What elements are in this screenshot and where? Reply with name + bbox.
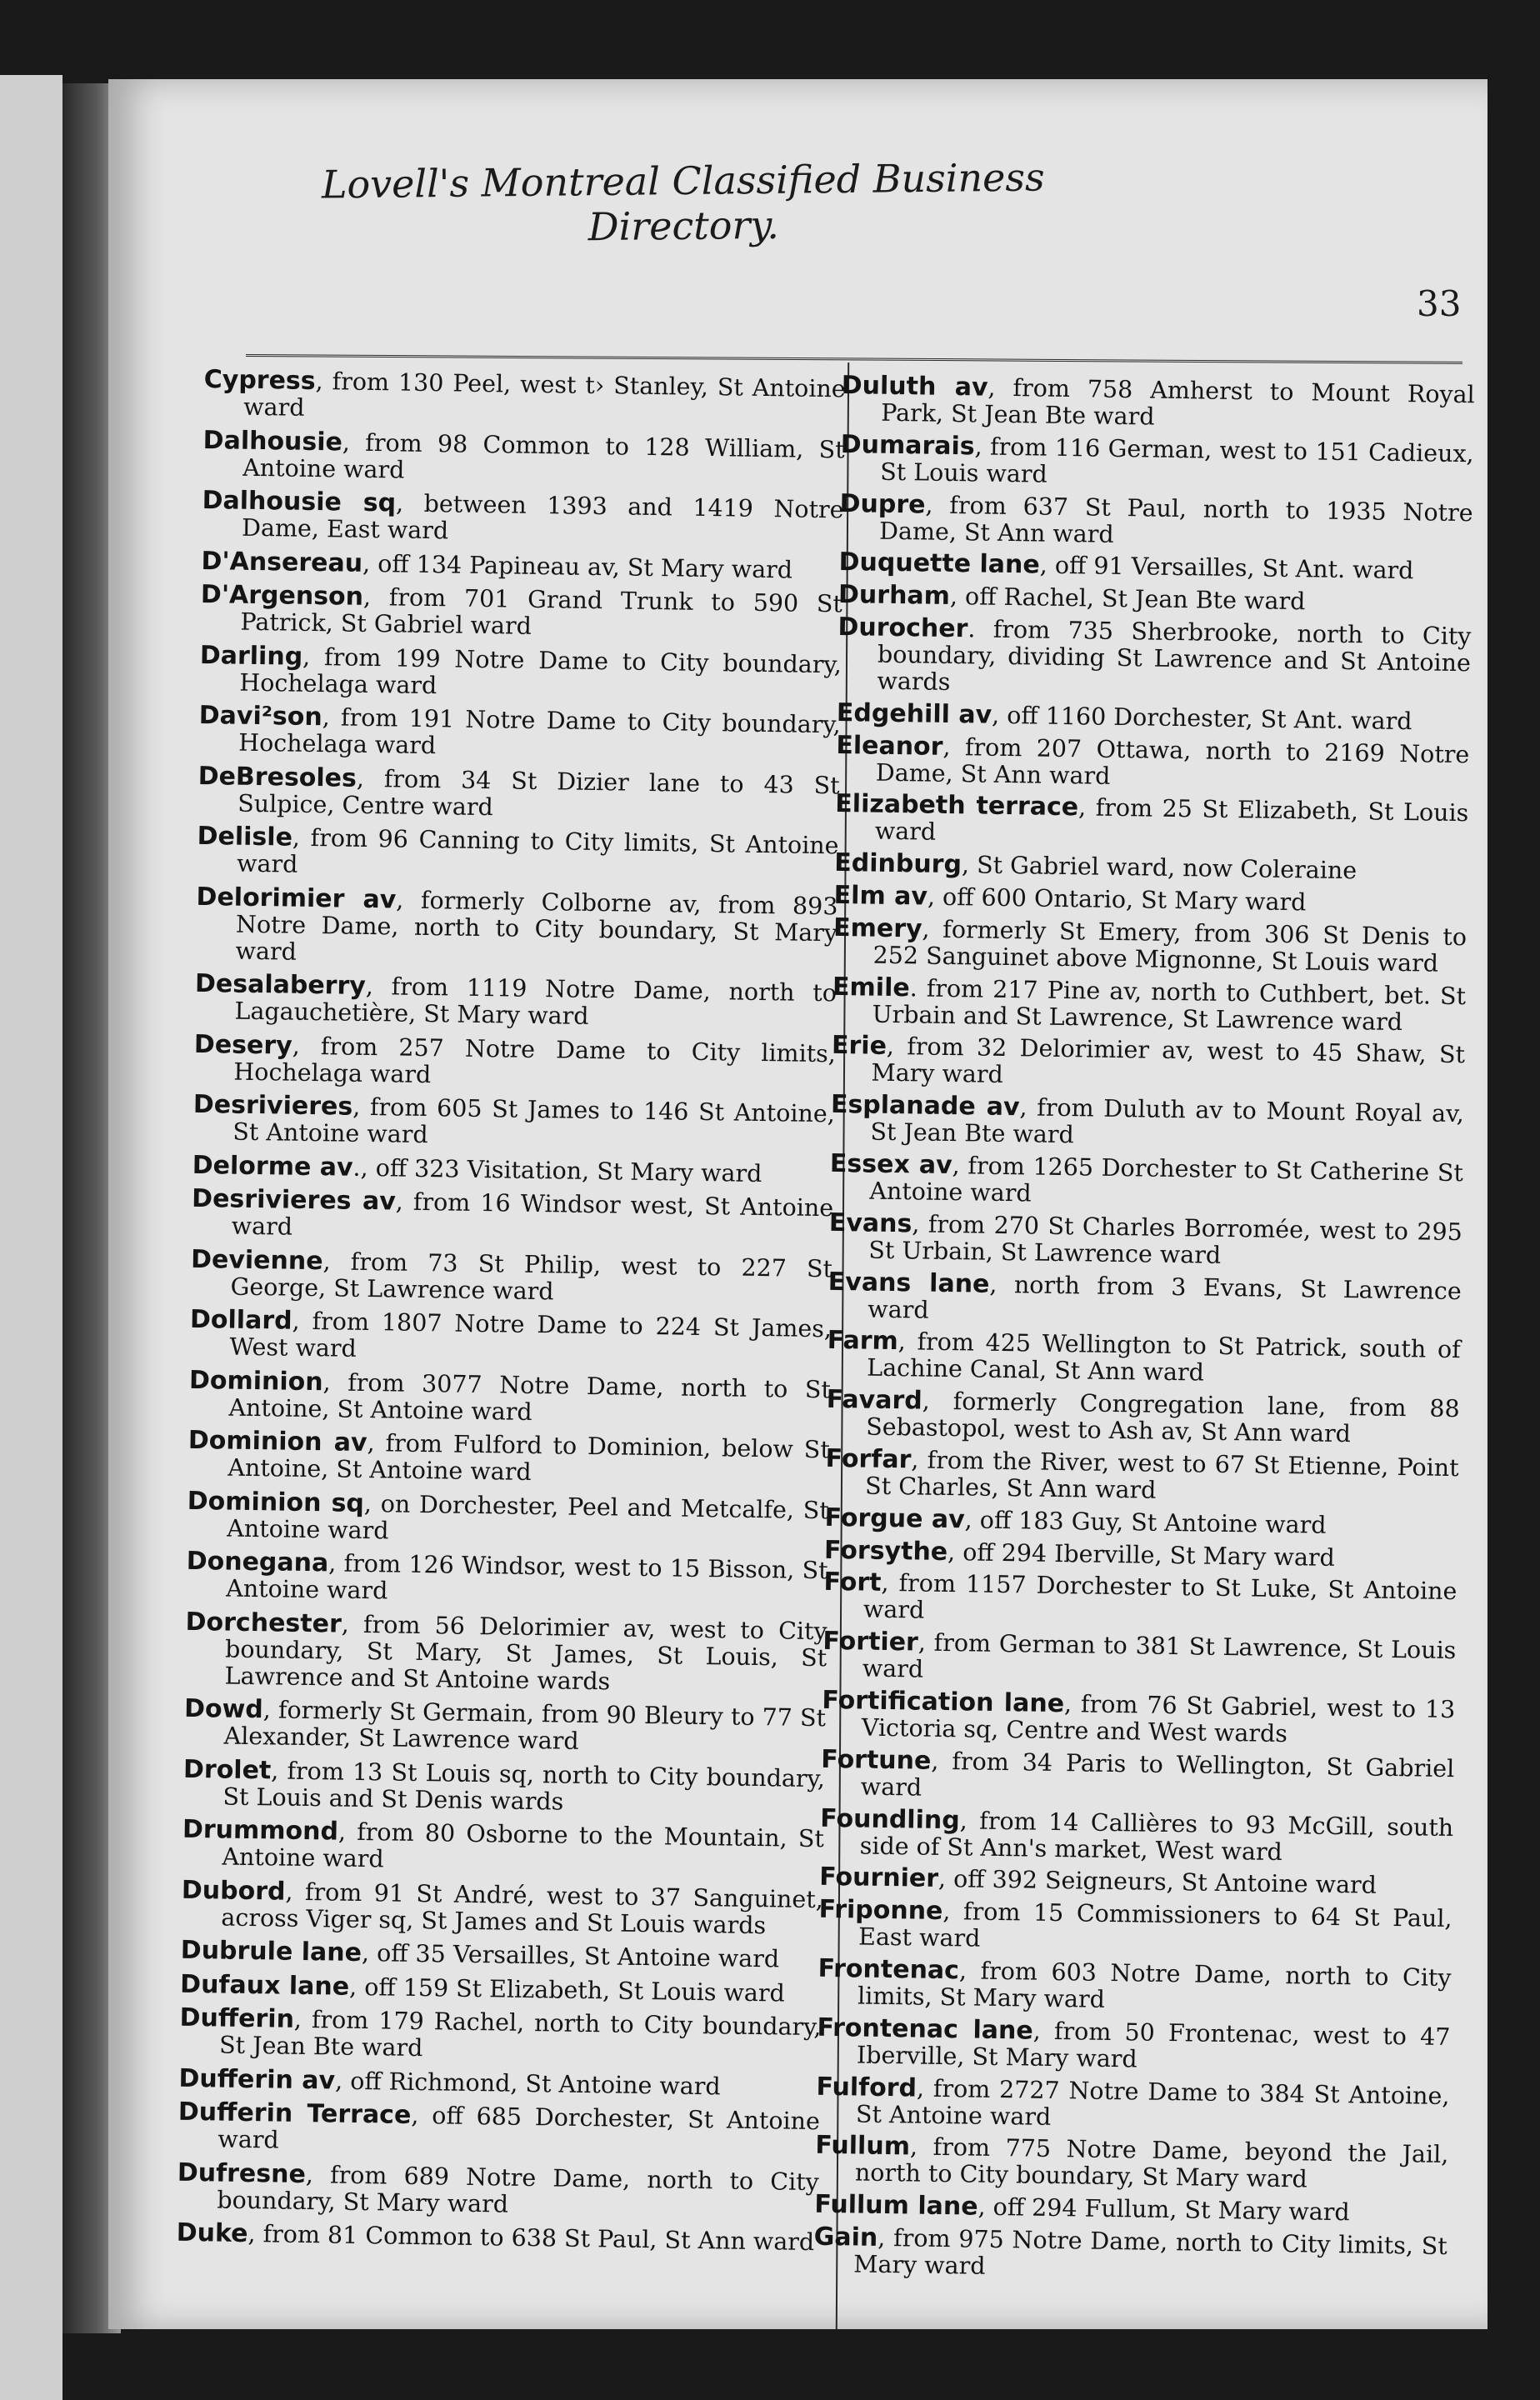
page-header-title: Lovell's Montreal Classified Business Directory. xyxy=(321,154,1045,250)
directory-entry xyxy=(183,1693,827,1758)
street-name: Durocher xyxy=(838,612,968,644)
directory-entry xyxy=(824,1537,1458,1572)
directory-entry xyxy=(838,582,1472,618)
street-description: , from 130 Peel, west t› Stanley, St Antoine ward xyxy=(243,367,846,422)
street-description: , from 207 Ottawa, north to 2169 Notre Dame, St Ann ward xyxy=(875,732,1470,790)
street-name: Dupre xyxy=(839,488,926,520)
directory-entry xyxy=(818,1894,1452,1959)
street-name: Forgue av xyxy=(824,1502,965,1535)
street-name: Dubrule lane xyxy=(180,1935,362,1968)
directory-entry xyxy=(817,2014,1451,2077)
street-description: , from 191 Notre Dame to City boundary, Hochelaga ward xyxy=(238,703,841,760)
directory-entry xyxy=(822,1628,1457,1691)
street-description: , from 199 Notre Dame to City boundary, Hochelaga ward xyxy=(239,642,842,699)
street-description: , formerly St Germain, from 90 Bleury to 77 St Alexander, St Lawrence ward xyxy=(223,1696,827,1755)
street-description: , from 80 Osborne to the Mountain, St Antoine ward xyxy=(222,1818,825,1873)
street-description: , from 975 Notre Dame, north to City limits, St Mary ward xyxy=(853,2223,1448,2280)
directory-entry xyxy=(201,548,842,583)
directory-entry xyxy=(203,367,846,429)
street-name: Duke xyxy=(176,2218,248,2249)
street-name: Edgehill av xyxy=(836,698,992,730)
street-name: Drolet xyxy=(182,1754,272,1785)
directory-entry xyxy=(191,1183,834,1248)
street-description: , formerly St Emery, from 306 St Denis to 252 Sanguinet above Mignonne, St Louis ward xyxy=(872,915,1468,978)
street-name: Fortier xyxy=(822,1626,919,1658)
street-name: DeBresoles xyxy=(198,761,358,793)
street-description: , from 2727 Notre Dame to 384 St Antoine, St Antoine ward xyxy=(855,2074,1450,2131)
street-description: , from 50 Frontenac, west to 47 Iberville, St Mary ward xyxy=(856,2017,1451,2073)
directory-entry xyxy=(824,1502,1458,1541)
directory-entry xyxy=(202,485,844,550)
street-description: , off 183 Guy, St Antoine ward xyxy=(964,1506,1327,1539)
street-description: , off 134 Papineau av, St Mary ward xyxy=(362,549,793,583)
street-description: . from 735 Sherbrooke, north to City boundary, dividing St Lawrence and St Antoine wards xyxy=(877,615,1472,696)
directory-entry xyxy=(177,2159,819,2222)
street-description: , from 701 Grand Trunk to 590 St Patrick, St Gabriel ward xyxy=(240,582,843,640)
directory-entry xyxy=(194,968,838,1033)
street-name: Dumarais xyxy=(840,429,975,462)
directory-entry xyxy=(823,1569,1458,1632)
directory-entry xyxy=(188,1425,831,1490)
street-description: , from 32 Delorimier av, west to 45 Shaw, St Mary ward xyxy=(871,1032,1466,1089)
street-name: Devienne xyxy=(190,1244,323,1276)
directory-entry xyxy=(825,1443,1459,1508)
street-description: , from 179 Rachel, north to City boundary, St Jean Bte ward xyxy=(218,2005,822,2062)
street-description: , from 689 Notre Dame, north to City boundary, St Mary ward xyxy=(217,2160,820,2218)
directory-entry xyxy=(189,1304,832,1369)
street-description: , from 775 Notre Dame, beyond the Jail, north to City boundary, St Mary ward xyxy=(854,2132,1449,2193)
left-column xyxy=(176,367,846,2263)
street-name: Forfar xyxy=(825,1443,912,1475)
directory-entry xyxy=(831,1032,1465,1095)
directory-entry xyxy=(198,762,840,825)
directory-entry xyxy=(832,973,1466,1036)
street-name: Dalhousie sq xyxy=(202,485,397,518)
street-description: , from 91 St André, west to 37 Sanguinet, across Viger sq, St James and St Louis wards xyxy=(221,1878,824,1939)
street-name: Cypress xyxy=(203,365,316,396)
street-name: Dufferin av xyxy=(178,2063,336,2096)
street-description: , from German to 381 St Lawrence, St Louis ward xyxy=(862,1628,1457,1683)
directory-entry xyxy=(177,2220,818,2256)
street-name: Desrivieres xyxy=(192,1089,353,1122)
street-description: , off 1160 Dorchester, St Ant. ward xyxy=(991,701,1412,735)
street-description: , St Gabriel ward, now Coleraine xyxy=(961,851,1358,885)
street-name: Elizabeth terrace xyxy=(835,789,1079,822)
directory-entry xyxy=(821,1744,1455,1809)
street-name: Gain xyxy=(813,2222,878,2252)
street-description: , from 96 Canning to City limits, St Antoine ward xyxy=(236,823,839,878)
street-description: , from 16 Windsor west, St Antoine ward xyxy=(231,1188,834,1241)
directory-entry xyxy=(822,1685,1456,1750)
street-name: Fulford xyxy=(816,2072,918,2103)
street-name: Desrivieres av xyxy=(191,1183,397,1217)
directory-entry xyxy=(819,1864,1452,1900)
street-description: , formerly Colborne av, from 893 Notre Dame, north to City boundary, St Mary ward xyxy=(235,885,838,966)
street-name: Favard xyxy=(826,1385,923,1416)
directory-entry xyxy=(828,1268,1462,1331)
directory-entry xyxy=(186,1548,828,1611)
street-description: , from 1157 Dorchester to St Luke, St Antoine ward xyxy=(862,1569,1458,1624)
directory-entry xyxy=(840,429,1474,494)
directory-entry xyxy=(179,2002,822,2068)
directory-entry xyxy=(200,579,843,644)
page-number: 33 xyxy=(1417,283,1462,324)
street-name: Delorme av xyxy=(192,1150,353,1182)
directory-entry xyxy=(837,700,1470,736)
street-name: Duluth av xyxy=(841,371,988,402)
street-description: , off 159 St Elizabeth, St Louis ward xyxy=(348,1972,786,2008)
street-name: Foundling xyxy=(820,1803,960,1835)
directory-entry xyxy=(818,1953,1452,2018)
directory-entry xyxy=(815,2132,1449,2195)
street-description: , off 294 Fullum, St Mary ward xyxy=(978,2192,1350,2227)
facing-page-edge xyxy=(0,75,62,2400)
street-name: Elm av xyxy=(833,880,928,912)
street-description: , from 126 Windsor, west to 15 Bisson, St Antoine ward xyxy=(226,1549,828,1605)
street-description: , from 3077 Notre Dame, north to St Antoine, St Antoine ward xyxy=(228,1368,832,1426)
street-name: Friponne xyxy=(818,1894,943,1927)
directory-entry xyxy=(192,1089,836,1154)
street-description: , from 73 St Philip, west to 227 St George, St Lawrence ward xyxy=(230,1247,833,1305)
street-name: Essex av xyxy=(829,1148,952,1181)
street-description: , from 81 Common to 638 St Paul, St Ann ward xyxy=(248,2220,815,2257)
directory-entry xyxy=(181,1877,823,1939)
street-name: Drummond xyxy=(182,1814,339,1847)
directory-entry xyxy=(202,427,845,489)
directory-entry xyxy=(839,488,1473,553)
directory-entry xyxy=(816,2073,1450,2136)
directory-entry xyxy=(180,1971,822,2007)
right-column xyxy=(813,372,1475,2292)
street-name: Esplanade av xyxy=(830,1090,1020,1122)
directory-entry xyxy=(826,1387,1460,1449)
street-name: Frontenac lane xyxy=(817,2012,1034,2046)
directory-entry xyxy=(838,549,1472,585)
street-name: Forsythe xyxy=(823,1535,948,1567)
street-name: Dufresne xyxy=(177,2158,307,2189)
street-name: Fullum lane xyxy=(814,2189,978,2222)
street-name: Dowd xyxy=(183,1693,264,1725)
street-description: , off Richmond, St Antoine ward xyxy=(334,2067,721,2100)
street-description: , north from 3 Evans, St Lawrence ward xyxy=(868,1270,1462,1324)
directory-entry xyxy=(193,1031,836,1093)
street-name: Frontenac xyxy=(818,1953,960,1986)
street-name: Fort xyxy=(823,1568,882,1598)
street-name: Darling xyxy=(199,640,303,672)
street-description: , from 1265 Dorchester to St Catherine St Antoine ward xyxy=(869,1152,1464,1208)
street-name: Eleanor xyxy=(836,730,943,762)
street-description: , from 637 St Paul, north to 1935 Notre Dame, St Ann ward xyxy=(878,491,1473,548)
street-name: Emery xyxy=(832,912,922,944)
street-description: , formerly Congregation lane, from 88 Sebastopol, west to Ash av, St Ann ward xyxy=(865,1387,1460,1448)
directory-entry xyxy=(178,2099,820,2162)
street-description: , from 15 Commissioners to 64 St Paul, East ward xyxy=(858,1898,1452,1952)
street-description: , from 603 Notre Dame, north to City limits, St Mary ward xyxy=(857,1957,1452,2013)
street-description: , off 392 Seigneurs, St Antoine ward xyxy=(938,1865,1378,1900)
directory-entry xyxy=(835,791,1469,853)
street-description: , off 91 Versailles, St Ant. ward xyxy=(1039,551,1414,585)
directory-entry xyxy=(184,1608,827,1698)
street-name: Delorimier av xyxy=(196,882,397,914)
directory-entry xyxy=(827,1328,1461,1390)
directory-entry xyxy=(187,1488,829,1550)
directory-entry xyxy=(820,1805,1454,1868)
directory-entry xyxy=(829,1148,1464,1213)
street-name: D'Argenson xyxy=(200,579,364,612)
street-name: Dominion av xyxy=(188,1425,368,1458)
street-name: Dominion xyxy=(188,1365,323,1397)
directory-entry xyxy=(833,882,1467,918)
street-description: , from 25 St Elizabeth, St Louis ward xyxy=(874,793,1469,847)
street-description: , from 14 Callières to 93 McGill, south side of St Ann's market, West ward xyxy=(859,1806,1454,1866)
street-description: , from 605 St James to 146 St Antoine, St Antoine ward xyxy=(232,1092,836,1149)
street-name: Delisle xyxy=(197,821,293,852)
street-name: Emile xyxy=(832,972,910,1002)
street-name: Dorchester xyxy=(185,1607,342,1639)
directory-entry xyxy=(199,642,842,704)
street-name: Fullum xyxy=(815,2131,911,2162)
street-description: , from 56 Delorimier av, west to City boundary, St Mary, St James, St Louis, St Lawrence and St Antoine wards xyxy=(224,1610,828,1695)
street-description: , between 1393 and 1419 Notre Dame, East ward xyxy=(241,489,844,545)
street-name: Duquette lane xyxy=(838,548,1041,580)
street-name: Dufferin xyxy=(179,2002,295,2034)
directory-entry xyxy=(832,912,1468,978)
street-description: , from 758 Amherst to Mount Royal Park, St Jean Bte ward xyxy=(881,373,1475,431)
directory-entry xyxy=(828,1210,1462,1272)
street-name: Dufferin Terrace xyxy=(178,2097,412,2130)
directory-entry xyxy=(197,823,839,886)
street-description: , from 425 Wellington to St Patrick, south of Lachine Canal, St Ann ward xyxy=(867,1328,1461,1387)
street-description: , from 76 St Gabriel, west to 13 Victoria sq, Centre and West wards xyxy=(861,1690,1456,1748)
street-name: Fortification lane xyxy=(822,1685,1065,1719)
directory-page xyxy=(108,79,1488,2329)
directory-entry xyxy=(178,2065,820,2101)
street-description: ., off 323 Visitation, St Mary ward xyxy=(352,1153,762,1188)
street-description: , from Fulford to Dominion, below St Antoine, St Antoine ward xyxy=(228,1429,831,1486)
directory-entry xyxy=(837,614,1471,703)
directory-entry xyxy=(814,2189,1448,2228)
street-description: , from 270 St Charles Borromée, west to 295 St Urbain, St Lawrence ward xyxy=(868,1210,1463,1269)
street-description: , from 116 German, west to 151 Cadieux, St Louis ward xyxy=(879,432,1474,488)
street-name: Dollard xyxy=(189,1304,292,1336)
street-name: Desalaberry xyxy=(194,968,367,1001)
header-rule xyxy=(246,354,1462,364)
street-name: Donegana xyxy=(186,1546,329,1578)
directory-entry xyxy=(841,372,1475,435)
street-description: , from 98 Common to 128 William, St Antoine ward xyxy=(242,428,845,484)
street-description: , from 257 Notre Dame to City limits, Hochelaga ward xyxy=(233,1032,837,1088)
street-name: Dufaux lane xyxy=(179,1969,350,2002)
street-name: Edinburg xyxy=(834,848,962,880)
directory-entry xyxy=(182,1814,825,1879)
street-description: , from 1119 Notre Dame, north to Lagauchetière, St Mary ward xyxy=(234,972,838,1030)
street-name: D'Ansereau xyxy=(201,546,363,578)
street-name: Erie xyxy=(831,1031,888,1062)
street-description: , from 34 St Dizier lane to 43 St Sulpice, Centre ward xyxy=(237,764,840,821)
directory-entry xyxy=(195,883,838,972)
street-description: , from the River, west to 67 St Etienne, Point St Charles, St Ann ward xyxy=(864,1446,1459,1504)
street-description: , off 600 Ontario, St Mary ward xyxy=(927,882,1307,917)
street-name: Farm xyxy=(827,1326,899,1357)
directory-entry xyxy=(192,1152,834,1188)
street-description: , on Dorchester, Peel and Metcalfe, St Antoine ward xyxy=(227,1489,829,1544)
street-name: Evans lane xyxy=(828,1267,990,1299)
street-description: , off 685 Dorchester, St Antoine ward xyxy=(218,2101,821,2154)
street-description: . from 217 Pine av, north to Cuthbert, bet. St Urbain and St Lawrence, St Lawrence ward xyxy=(872,973,1467,1036)
street-description: , from 1807 Notre Dame to 224 St James, West ward xyxy=(229,1307,832,1362)
directory-entry xyxy=(836,732,1470,795)
directory-entry xyxy=(830,1092,1464,1154)
street-name: Davi²son xyxy=(198,700,322,732)
street-name: Evans xyxy=(828,1208,912,1239)
directory-entry xyxy=(813,2224,1448,2287)
street-description: , off 294 Iberville, St Mary ward xyxy=(947,1538,1336,1572)
directory-entry xyxy=(182,1756,825,1818)
directory-entry xyxy=(180,1935,822,1973)
street-name: Desery xyxy=(193,1029,292,1061)
street-description: , from 34 Paris to Wellington, St Gabriel ward xyxy=(860,1747,1455,1802)
street-description: , off Rachel, St Jean Bte ward xyxy=(949,582,1306,616)
street-name: Durham xyxy=(838,580,951,612)
directory-entry xyxy=(188,1367,831,1429)
street-name: Fortune xyxy=(821,1744,932,1776)
street-name: Dubord xyxy=(181,1875,286,1907)
directory-entry xyxy=(198,702,841,765)
street-description: , from 13 St Louis sq, north to City boundary, St Louis and St Denis wards xyxy=(222,1756,826,1816)
street-name: Fournier xyxy=(818,1862,939,1894)
directory-entry xyxy=(834,850,1468,886)
street-name: Dominion sq xyxy=(187,1486,365,1518)
directory-entry xyxy=(190,1246,832,1308)
street-name: Dalhousie xyxy=(202,425,343,457)
street-description: , off 35 Versailles, St Antoine ward xyxy=(361,1939,780,1973)
street-description: , from Duluth av to Mount Royal av, St Jean Bte ward xyxy=(870,1093,1465,1149)
